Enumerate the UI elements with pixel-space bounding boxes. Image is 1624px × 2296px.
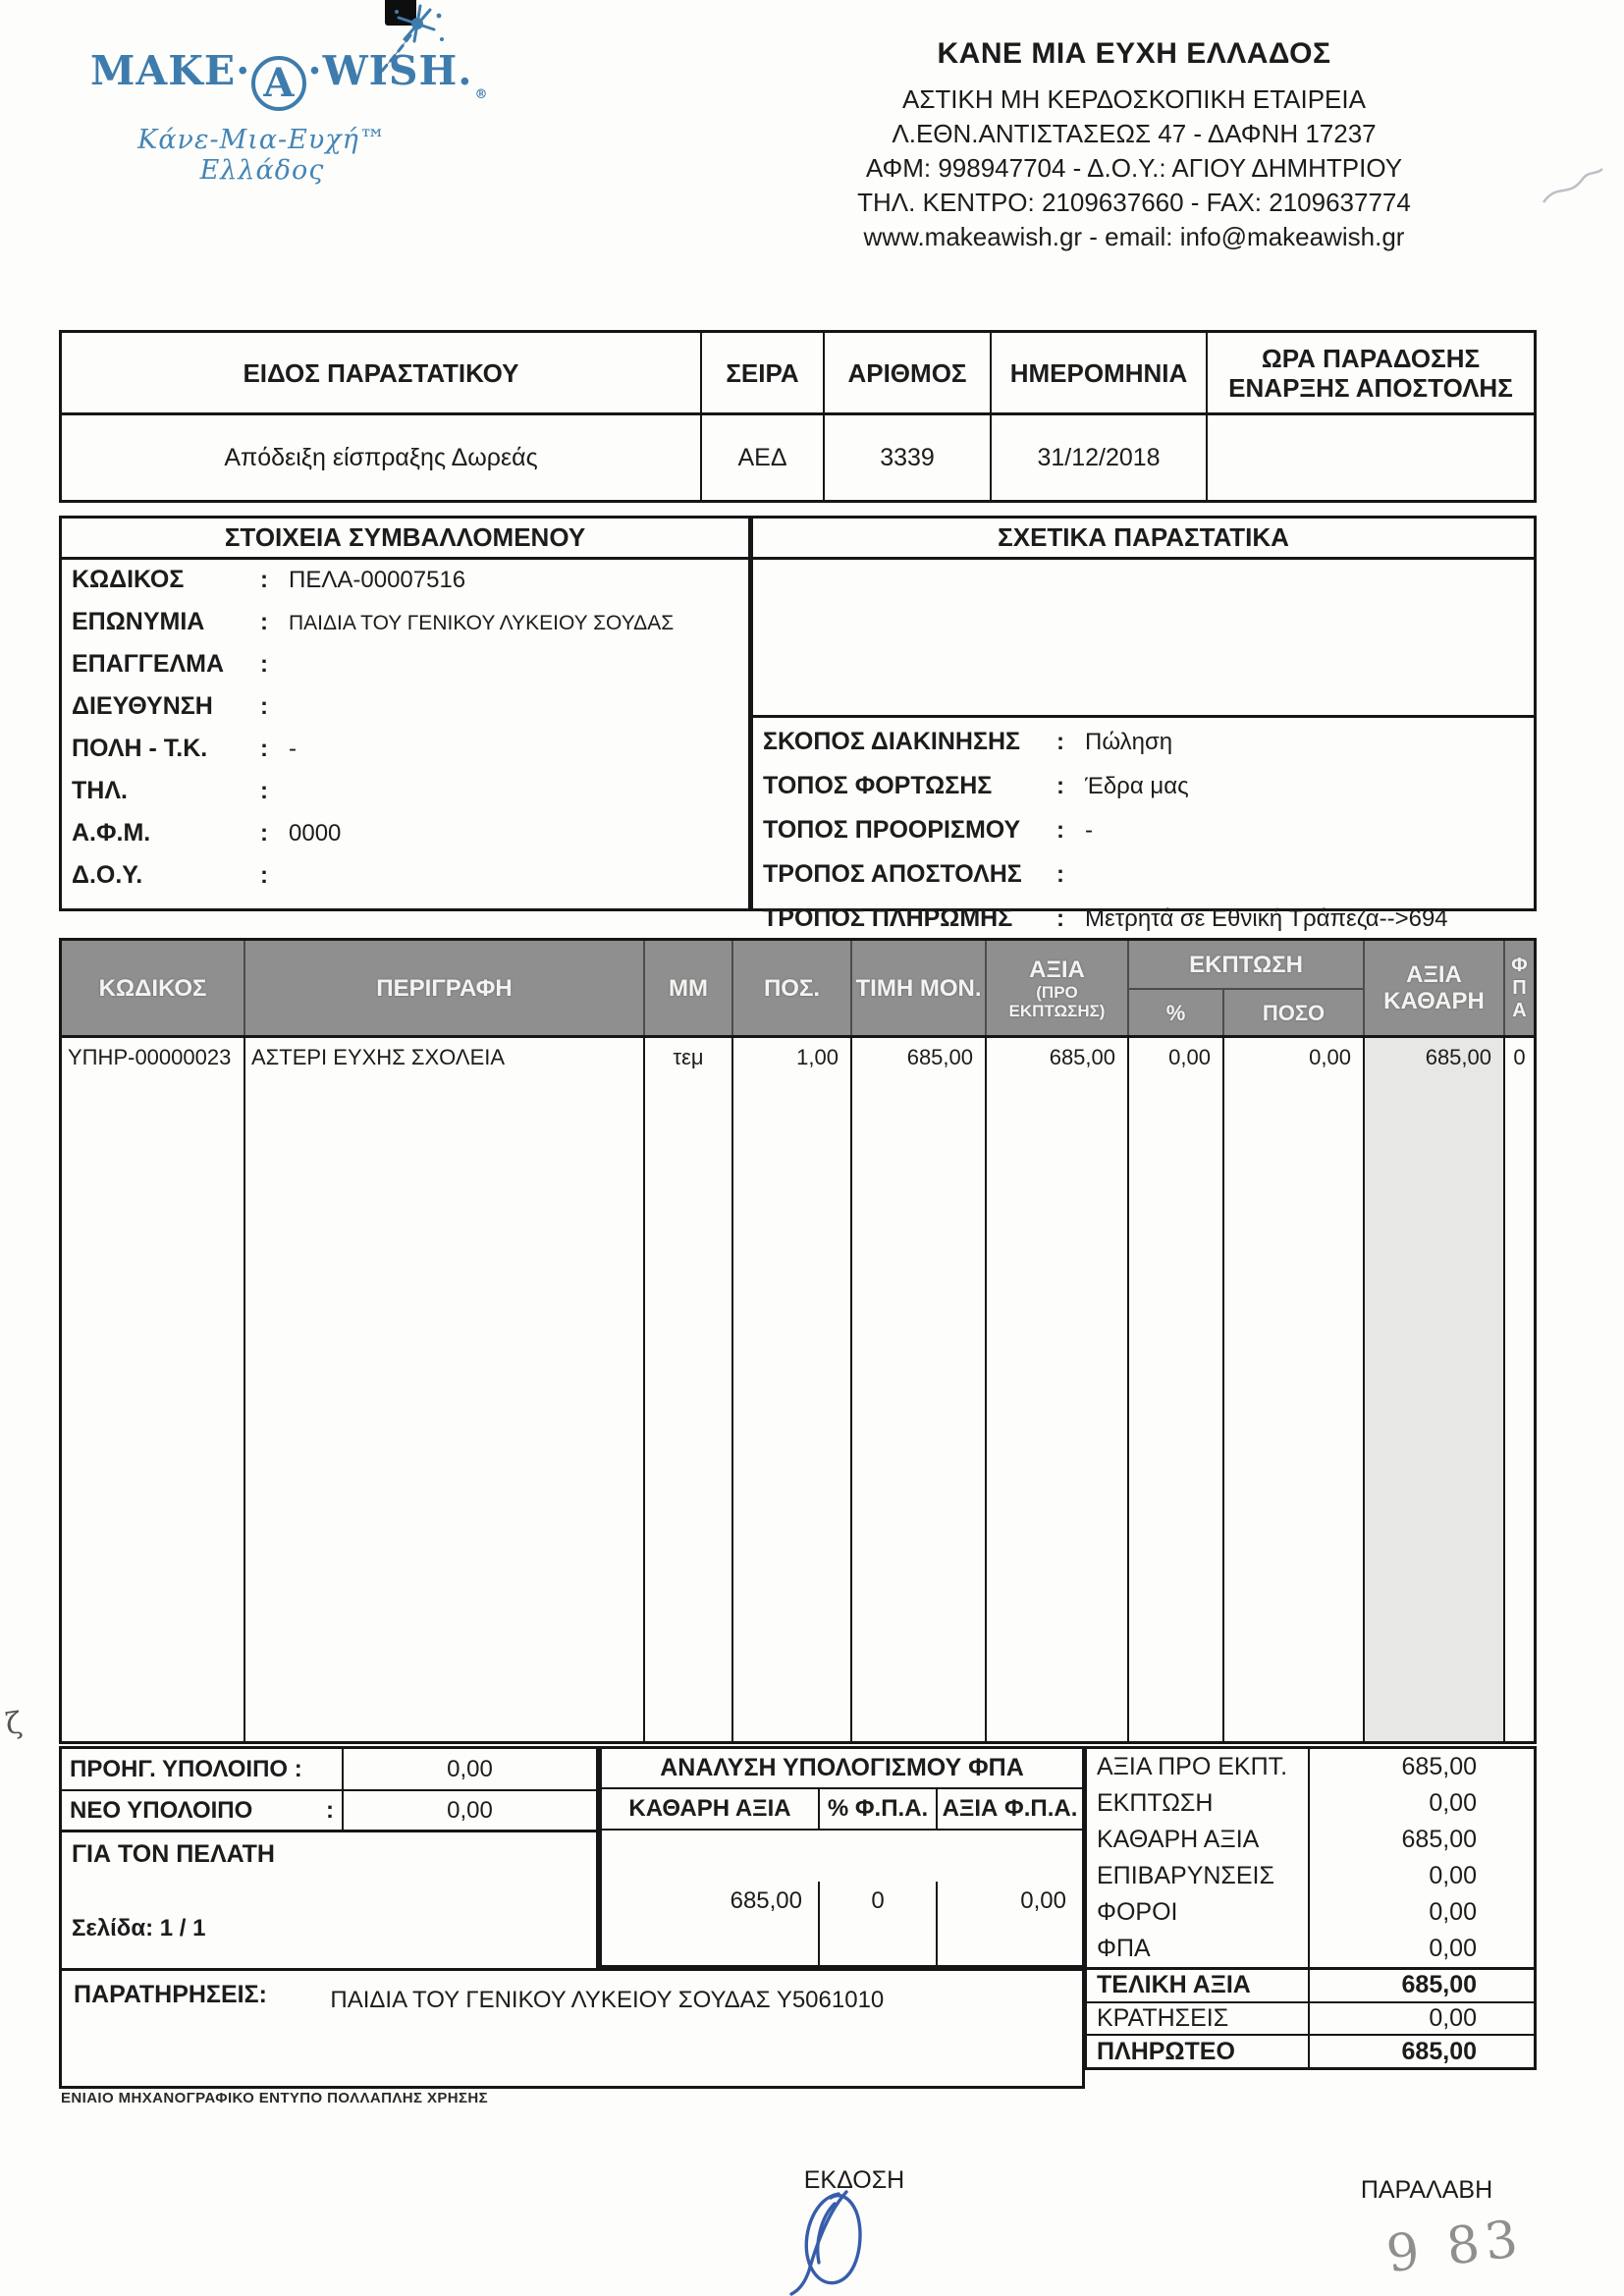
item-gross-value: 685,00	[985, 1038, 1127, 1741]
total-vat-label: ΦΠΑ	[1097, 1935, 1151, 1962]
party-field-city: ΠΟΛΗ - Τ.Κ. : -	[72, 735, 297, 762]
new-balance-label: ΝΕΟ ΥΠΟΛΟΙΠΟ :	[62, 1789, 342, 1830]
logo-make: MAKE·	[90, 47, 251, 94]
payable-value: 685,00	[1308, 2036, 1534, 2067]
total-charges-value: 0,00	[1308, 1858, 1534, 1894]
date-value: 31/12/2018	[990, 415, 1206, 500]
vat-percent-value: 0	[818, 1882, 936, 1966]
party-field-profession: ΕΠΑΓΓΕΛΜΑ :	[72, 650, 268, 678]
vat-header-amount: ΑΞΙΑ Φ.Π.Α.	[936, 1789, 1082, 1831]
related-field-loading-place: ΤΟΠΟΣ ΦΟΡΤΩΣΗΣ : Έδρα μας	[763, 772, 1189, 799]
party-field-phone: ΤΗΛ. :	[72, 777, 268, 804]
party-field-tax-office: Δ.Ο.Υ. :	[72, 861, 268, 889]
item-description: ΑΣΤΕΡΙ ΕΥΧΗΣ ΣΧΟΛΕΙΑ	[244, 1038, 643, 1741]
party-field-code: ΚΩΔΙΚΟΣ : ΠΕΛΑ-00007516	[72, 566, 466, 593]
related-field-purpose: ΣΚΟΠΟΣ ΔΙΑΚΙΝΗΣΗΣ : Πώληση	[763, 728, 1173, 755]
vat-analysis-table	[599, 1746, 1085, 1968]
remarks-label: ΠΑΡΑΤΗΡΗΣΕΙΣ:	[74, 1981, 267, 2008]
related-field-destination: ΤΟΠΟΣ ΠΡΟΟΡΙΣΜΟΥ : -	[763, 816, 1093, 844]
total-taxes-label: ΦΟΡΟΙ	[1097, 1898, 1178, 1926]
remarks-value: ΠΑΙΔΙΑ ΤΟΥ ΓΕΝΙΚΟΥ ΛΥΚΕΙΟΥ ΣΟΥΔΑΣ Υ5061010	[330, 1987, 885, 2013]
items-header-discount-percent: %	[1127, 990, 1222, 1035]
org-address: Λ.ΕΘΝ.ΑΝΤΙΣΤΑΣΕΩΣ 47 - ΔΑΦΝΗ 17237	[892, 119, 1377, 148]
header-doc-type: ΕΙΔΟΣ ΠΑΡΑΣΤΑΤΙΚΟΥ	[62, 333, 700, 415]
total-discount-value: 0,00	[1308, 1785, 1534, 1822]
related-box-title: ΣΧΕΤΙΚΑ ΠΑΡΑΣΤΑΤΙΚΑ	[753, 519, 1534, 560]
star-icon	[363, 2, 452, 86]
logo-wordmark	[90, 47, 489, 111]
payable-row	[1087, 2034, 1534, 2067]
party-box-title: ΣΤΟΙΧΕΙΑ ΣΥΜΒΑΛΛΟΜΕΝΟΥ	[62, 519, 748, 560]
related-field-shipping-method: ΤΡΟΠΟΣ ΑΠΟΣΤΟΛΗΣ :	[763, 860, 1064, 888]
total-vat-value: 0,00	[1308, 1931, 1534, 1967]
org-web-email: www.makeawish.gr - email: info@makeawish.gr	[863, 222, 1405, 251]
deductions-row	[1087, 2001, 1534, 2035]
payable-label: ΠΛΗΡΩΤΕΟ	[1097, 2037, 1235, 2065]
vat-amount-value: 0,00	[936, 1882, 1082, 1966]
org-tax-info: ΑΦΜ: 998947704 - Δ.Ο.Υ.: ΑΓΙΟΥ ΔΗΜΗΤΡΙΟΥ	[865, 153, 1403, 183]
form-type-footnote: ΕΝΙΑΙΟ ΜΗΧΑΝΟΓΡΑΦΙΚΟ ΕΝΤΥΠΟ ΠΟΛΛΑΠΛΗΣ ΧΡΗΣΗΣ	[61, 2090, 489, 2106]
party-field-address: ΔΙΕΥΘΥΝΣΗ :	[72, 692, 268, 720]
total-discount-label: ΕΚΠΤΩΣΗ	[1097, 1789, 1214, 1817]
page-indicator: Σελίδα: 1 / 1	[72, 1915, 206, 1941]
handwritten-margin-mark: ζ	[3, 1706, 25, 1742]
number-value: 3339	[823, 415, 990, 500]
total-taxes-value: 0,00	[1308, 1894, 1534, 1931]
totals-table	[1085, 1746, 1537, 2070]
items-header-description: ΠΕΡΙΓΡΑΦΗ	[244, 941, 643, 1035]
related-documents-box	[751, 516, 1537, 932]
item-vat: 0	[1503, 1038, 1534, 1741]
total-gross-value: 685,00	[1308, 1749, 1534, 1785]
item-unit-price: 685,00	[850, 1038, 985, 1741]
vat-header-net: ΚΑΘΑΡΗ ΑΞΙΑ	[602, 1789, 818, 1831]
items-header-vat: Φ Π Α	[1503, 941, 1534, 1035]
logo-wish: ·WISH.	[307, 47, 473, 94]
party-details-box	[59, 516, 751, 911]
previous-balance-label: ΠΡΟΗΓ. ΥΠΟΛΟΙΠΟ :	[70, 1755, 302, 1782]
customer-copy-label: ΓΙΑ ΤΟΝ ΠΕΛΑΤΗ	[72, 1840, 275, 1868]
registered-mark-icon: ®	[474, 87, 489, 102]
item-discount-amount: 0,00	[1222, 1038, 1363, 1741]
items-header-unit-price: ΤΙΜΗ ΜΟΝ.	[850, 941, 985, 1035]
total-net-value: 685,00	[1308, 1822, 1534, 1858]
logo-tagline: Κάνε-Μια-Ευχή™ Ελλάδος	[137, 124, 387, 186]
brand-logo	[90, 47, 489, 186]
document-info-table	[59, 330, 1537, 503]
item-code: ΥΠΗΡ-00000023	[68, 1045, 232, 1069]
vat-net-value: 685,00	[730, 1887, 802, 1914]
org-header	[727, 37, 1542, 254]
issue-signature-label: ΕΚΔΟΣΗ	[803, 2166, 905, 2194]
deductions-label: ΚΡΑΤΗΣΕΙΣ	[1097, 2004, 1229, 2032]
customer-copy-box	[59, 1832, 599, 1968]
org-phone-fax: ΤΗΛ. ΚΕΝΤΡΟ: 2109637660 - FAX: 2109637774	[857, 188, 1411, 217]
deductions-value: 0,00	[1308, 2003, 1534, 2035]
item-discount-percent: 0,00	[1127, 1038, 1222, 1741]
handwritten-number: 9 83	[1382, 2209, 1527, 2285]
issuer-signature-scribble	[778, 2188, 893, 2296]
related-documents-empty-area	[753, 560, 1534, 718]
final-value-amount: 685,00	[1308, 1970, 1534, 2001]
delivery-time-value	[1206, 415, 1534, 500]
final-value-label: ΤΕΛΙΚΗ ΑΞΙΑ	[1097, 1971, 1251, 1999]
items-table-header	[59, 938, 1537, 1038]
scan-artifact-squiggle	[1540, 165, 1608, 214]
items-header-gross-value: ΑΞΙΑ (ΠΡΟ ΕΚΠΤΩΣΗΣ)	[985, 941, 1127, 1035]
party-field-vat-id: Α.Φ.Μ. : 0000	[72, 819, 342, 847]
total-charges-label: ΕΠΙΒΑΡΥΝΣΕΙΣ	[1097, 1862, 1274, 1889]
org-name: ΚΑΝΕ ΜΙΑ ΕΥΧΗ ΕΛΛΑΔΟΣ	[937, 37, 1331, 70]
items-header-quantity: ΠΟΣ.	[731, 941, 850, 1035]
party-field-name: ΕΠΩΝΥΜΙΑ : ΠΑΙΔΙΑ ΤΟΥ ΓΕΝΙΚΟΥ ΛΥΚΕΙΟΥ ΣΟΥΔΑΣ	[72, 608, 675, 635]
final-value-row	[1087, 1967, 1534, 2001]
header-date: ΗΜΕΡΟΜΗΝΙΑ	[990, 333, 1206, 415]
items-header-unit: ΜΜ	[643, 941, 731, 1035]
item-quantity: 1,00	[731, 1038, 850, 1741]
org-legal-form: ΑΣΤΙΚΗ ΜΗ ΚΕΡΔΟΣΚΟΠΙΚΗ ΕΤΑΙΡΕΙΑ	[902, 84, 1366, 114]
vat-header-percent: % Φ.Π.Α.	[818, 1789, 936, 1831]
receive-signature-label: ΠΑΡΑΛΑΒΗ	[1360, 2176, 1493, 2204]
header-delivery-time: ΩΡΑ ΠΑΡΑΔΟΣΗΣ ΕΝΑΡΞΗΣ ΑΠΟΣΤΟΛΗΣ	[1206, 333, 1534, 415]
logo-circled-a: A	[251, 56, 306, 111]
items-header-discount-amount: ΠΟΣΟ	[1222, 990, 1363, 1035]
total-net-label: ΚΑΘΑΡΗ ΑΞΙΑ	[1097, 1826, 1260, 1853]
total-gross-label: ΑΞΙΑ ΠΡΟ ΕΚΠΤ.	[1097, 1753, 1288, 1780]
items-header-net-value: ΑΞΙΑ ΚΑΘΑΡΗ	[1363, 941, 1503, 1035]
series-value: ΑΕΔ	[700, 415, 823, 500]
items-header-discount: ΕΚΠΤΩΣΗ	[1127, 941, 1363, 990]
balances-table	[59, 1746, 599, 1832]
new-balance-value: 0,00	[342, 1789, 596, 1830]
item-unit: τεμ	[643, 1038, 731, 1741]
header-series: ΣΕΙΡΑ	[700, 333, 823, 415]
related-field-payment-method: ΤΡΟΠΟΣ ΠΛΗΡΩΜΗΣ : Μετρητά σε Εθνική Τράπεζα-->694	[763, 904, 1448, 932]
remarks-box	[59, 1968, 1085, 2089]
previous-balance-value: 0,00	[342, 1749, 596, 1789]
items-table-body	[59, 1038, 1537, 1744]
vat-analysis-title: ΑΝΑΛΥΣΗ ΥΠΟΛΟΓΙΣΜΟΥ ΦΠΑ	[602, 1749, 1082, 1789]
item-net-value: 685,00	[1363, 1038, 1503, 1741]
doc-type-value: Απόδειξη είσπραξης Δωρεάς	[224, 443, 538, 471]
items-header-code: ΚΩΔΙΚΟΣ	[98, 974, 207, 1002]
header-number: ΑΡΙΘΜΟΣ	[823, 333, 990, 415]
